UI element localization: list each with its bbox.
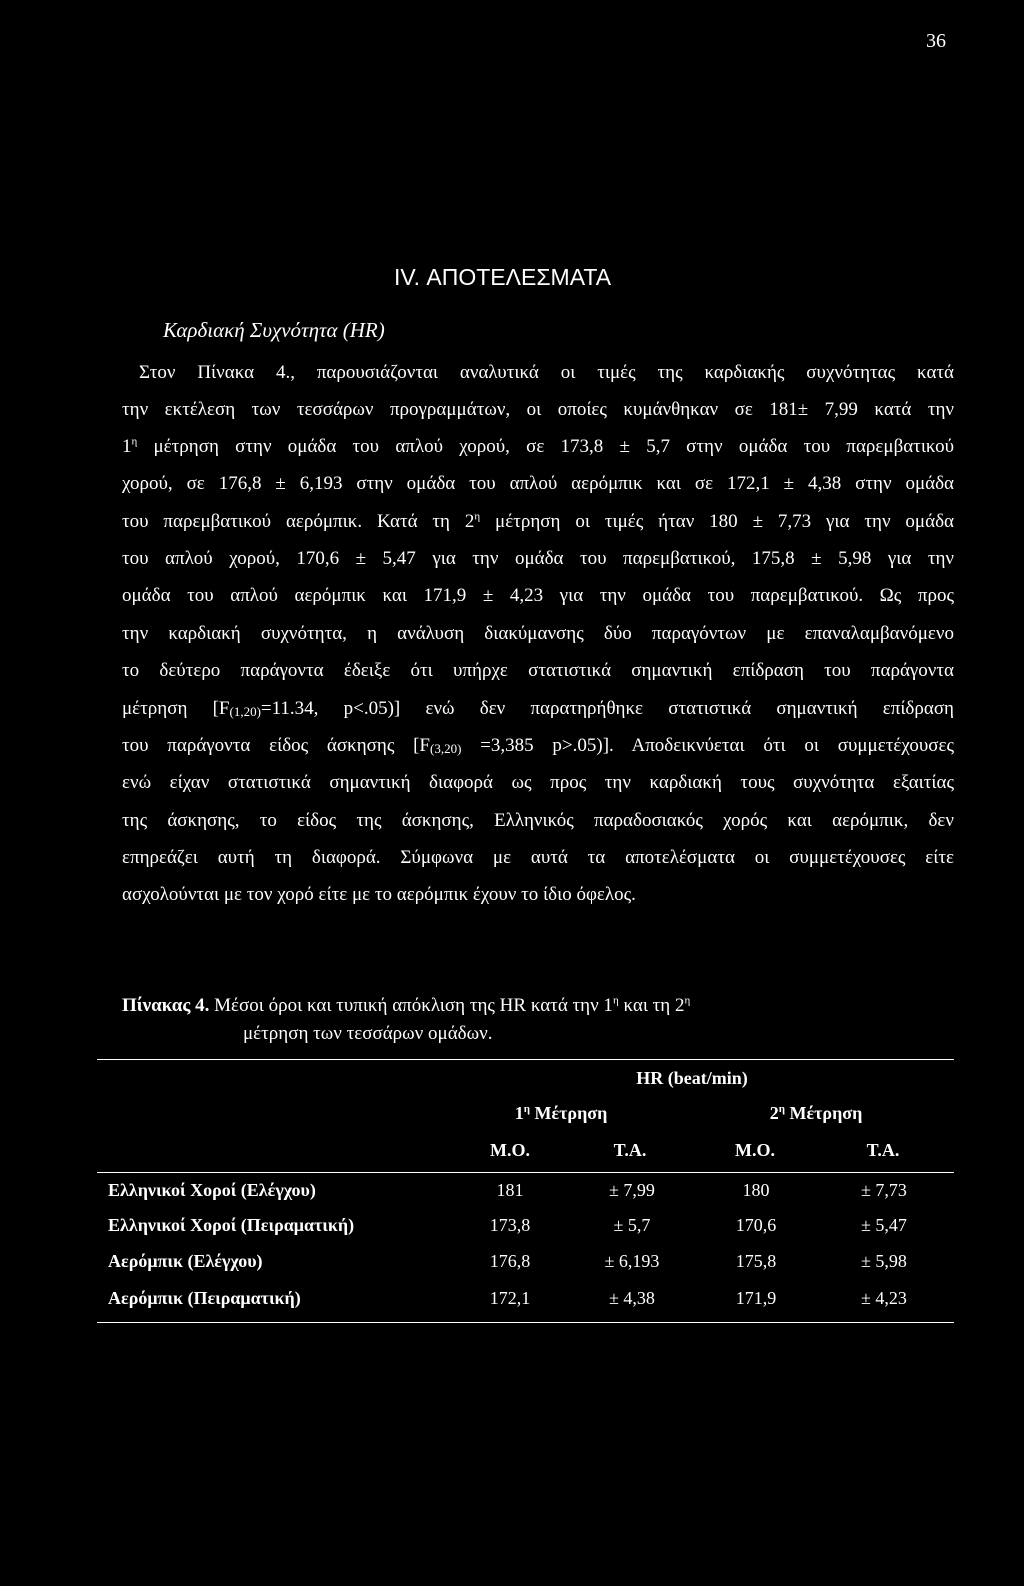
table-cell: 172,1 [489, 1288, 531, 1308]
table-cell: 176,8 [489, 1251, 531, 1271]
table-subheader: Τ.Α. [613, 1140, 647, 1160]
paragraph-line: ομάδα του απλού αερόμπικ και 171,9 ± 4,23 για την ομάδα του παρεμβατικού. Ως προς [122, 585, 954, 606]
table-cell: ± 6,193 [604, 1251, 660, 1271]
table-top-rule [97, 1059, 954, 1060]
table-group-header: HR (beat/min) [636, 1068, 748, 1088]
paragraph-line: Στον Πίνακα 4., παρουσιάζονται αναλυτικά οι τιμές της καρδιακής συχνότητας κατά [139, 362, 954, 383]
table-bottom-rule [97, 1322, 954, 1323]
table-cell: 173,8 [489, 1215, 531, 1235]
table-cell: ± 5,7 [613, 1215, 651, 1235]
table-row-label: Ελληνικοί Χοροί (Πειραματική) [108, 1215, 355, 1235]
table-row-label: Αερόμπικ (Πειραματική) [108, 1288, 301, 1308]
table-cell: 175,8 [735, 1251, 777, 1271]
table-subheader: Μ.Ο. [735, 1140, 775, 1160]
paragraph-line: $1^\eta$ μέτρηση στην ομάδα του απλού χορού, σε 173,8 ± 5,7 στην ομάδα του παρεμβατικού [122, 435, 954, 457]
paragraph-line: του παράγοντα είδος άσκησης [$F_{(3,20)} =3,385$ p>.05)]. Αποδεικνύεται ότι οι συμμετέχουσες [122, 735, 954, 756]
paragraph-line: ενώ είχαν στατιστικά σημαντική διαφορά ως προς την καρδιακή τους συχνότητα εξαιτίας [122, 772, 954, 793]
paragraph-line: την εκτέλεση των τεσσάρων προγραμμάτων, οι οποίες κυμάνθηκαν σε 181± 7,99 κατά την [122, 399, 954, 420]
table-cell: ± 7,99 [609, 1180, 655, 1200]
paragraph-line: ασχολούνται με τον χορό είτε με το αερόμπικ έχουν το ίδιο όφελος. [122, 884, 636, 905]
paragraph-line: την καρδιακή συχνότητα, η ανάλυση διακύμανσης δύο παραγόντων με επαναλαμβανόμενο [122, 623, 954, 644]
section-title: IV. ΑΠΟΤΕΛΕΣΜΑΤΑ [394, 264, 612, 290]
table-cell: ± 4,38 [609, 1288, 655, 1308]
paragraph-line: επηρεάζει αυτή τη διαφορά. Σύμφωνα με αυτά τα αποτελέσματα οι συμμετέχουσες είτε [122, 847, 954, 868]
paragraph-line: του απλού χορού, 170,6 ± 5,47 για την ομάδα του παρεμβατικού, 175,8 ± 5,98 για την [122, 548, 954, 569]
subsection-title: Καρδιακή Συχνότητα (HR) [163, 318, 385, 342]
table-cell: 171,9 [735, 1288, 777, 1308]
table-cell: ± 5,47 [861, 1215, 907, 1235]
table-header-measurement-1: $1^\eta$ Μέτρηση [514, 1103, 608, 1123]
paragraph-line: μέτρηση [$F_{(1,20)}=11.34$, p<.05)] ενώ δεν παρατηρήθηκε στατιστικά σημαντική επίδραση [122, 698, 954, 719]
table-caption-line2: μέτρηση των τεσσάρων ομάδων. [243, 1023, 493, 1044]
paragraph-line: χορού, σε 176,8 ± 6,193 στην ομάδα του απλού αερόμπικ και σε 172,1 ± 4,38 στην ομάδα [122, 473, 954, 494]
paragraph-line: του παρεμβατικού αερόμπικ. Κατά τη $2^\eta$ μέτρηση οι τιμές ήταν 180 ± 7,73 για την ομάδα [122, 510, 954, 532]
table-subheader: Μ.Ο. [490, 1140, 530, 1160]
table-header-measurement-2: $2^\eta$ Μέτρηση [769, 1103, 863, 1123]
table-cell: 181 [496, 1180, 524, 1200]
table-row-label: Αερόμπικ (Ελέγχου) [108, 1251, 263, 1271]
paragraph-line: το δεύτερο παράγοντα έδειξε ότι υπήρχε στατιστικά σημαντική επίδραση του παράγοντα [122, 660, 954, 681]
table-cell: ± 5,98 [861, 1251, 907, 1271]
page-number: 36 [926, 30, 946, 52]
table-caption: Πίνακας 4. Μέσοι όροι και τυπική απόκλιση της HR κατά την $1^\eta$ και τη $2^\eta$ [122, 994, 691, 1016]
table-cell: ± 4,23 [861, 1288, 907, 1308]
paragraph-line: της άσκησης, το είδος της άσκησης, Ελληνικός παραδοσιακός χορός και αερόμπικ, δεν [122, 810, 954, 831]
table-row-label: Ελληνικοί Χοροί (Ελέγχου) [108, 1180, 316, 1200]
table-cell: ± 7,73 [861, 1180, 907, 1200]
table-subheader: Τ.Α. [866, 1140, 900, 1160]
table-cell: 170,6 [735, 1215, 777, 1235]
table-caption-label: Πίνακας 4. [122, 995, 210, 1016]
table-cell: 180 [742, 1180, 770, 1200]
table-header-rule [97, 1172, 954, 1173]
